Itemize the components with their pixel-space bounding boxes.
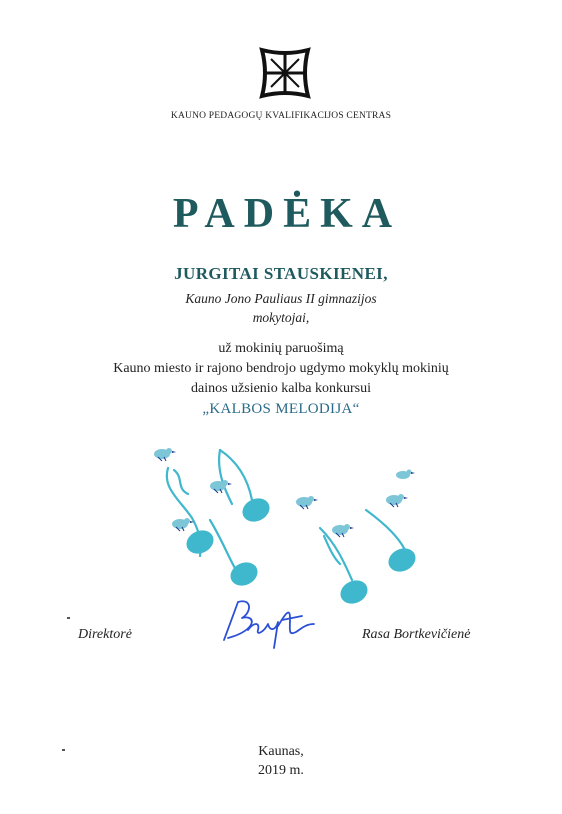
recipient-school: Kauno Jono Pauliaus II gimnazijos [185, 291, 377, 306]
reason-line-2: Kauno miesto ir rajono bendrojo ugdymo mokyklų mokinių [113, 361, 449, 376]
signatory-name: Rasa Bortkevičienė [362, 627, 471, 642]
certificate-title: PADĖKA [172, 191, 402, 237]
signatory-role: Direktorė [78, 627, 132, 642]
recipient-role: mokytojai, [252, 310, 310, 325]
handwritten-signature-icon [218, 596, 324, 652]
music-notes-with-birds-icon [140, 440, 430, 615]
scan-speck [67, 617, 70, 619]
issue-year: 2019 m. [258, 763, 304, 778]
contest-name: „KALBOS MELODIJA“ [202, 401, 360, 417]
organization-logo-icon [258, 46, 312, 100]
reason-line-1: už mokinių paruošimą [218, 341, 344, 356]
reason-line-3: dainos užsienio kalba konkursui [190, 381, 372, 396]
issue-city: Kaunas, [258, 744, 304, 759]
organization-name: KAUNO PEDAGOGŲ KVALIFIKACIJOS CENTRAS [170, 111, 392, 121]
scan-speck [62, 749, 65, 751]
recipient-name: JURGITAI STAUSKIENEI, [174, 264, 388, 283]
